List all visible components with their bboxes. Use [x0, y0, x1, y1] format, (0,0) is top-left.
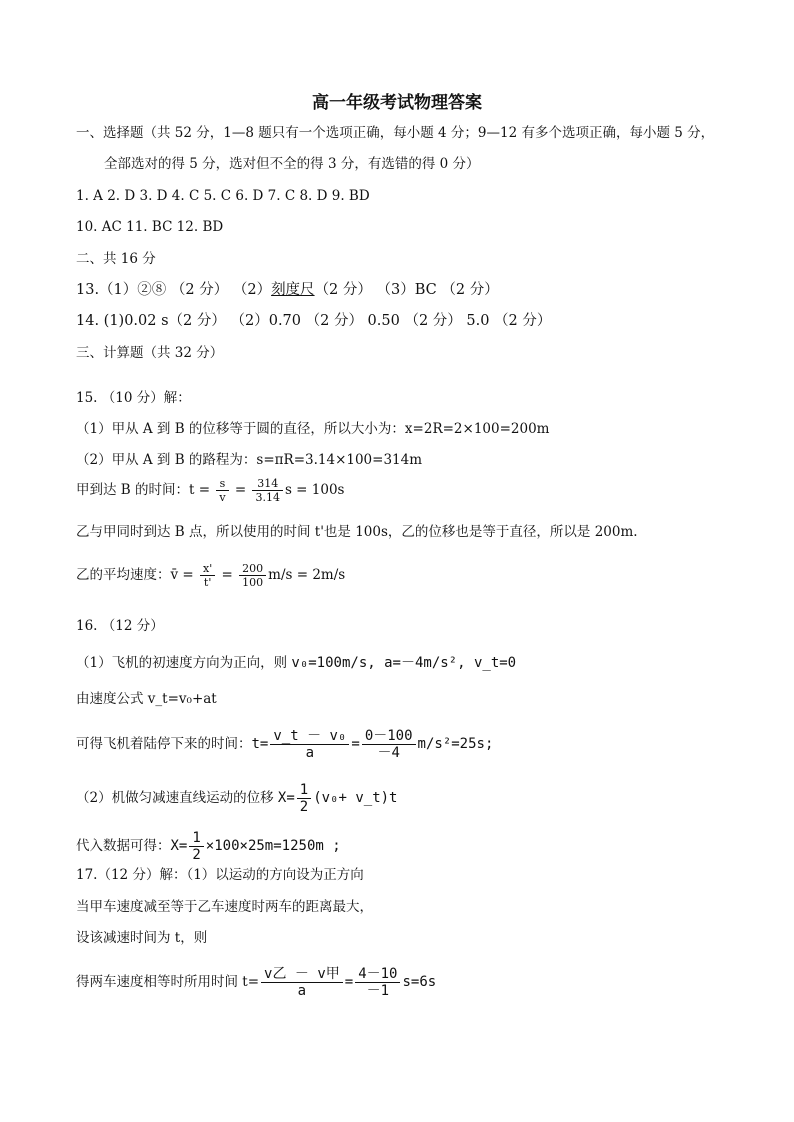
q17-line1: 当甲车速度减至等于乙车速度时两车的距离最大，	[76, 899, 373, 915]
fraction-one-half-2: $\frac{1}{2}$	[189, 830, 203, 863]
q15-line1: （1）甲从 A 到 B 的位移等于圆的直径，所以大小为：x=2R=2×100=200m	[76, 421, 550, 437]
q13-answer	[76, 281, 499, 299]
choice-answers-1: 1. A 2. D 3. D 4. C 5. C 6. D 7. C 8. D 9. BD	[76, 188, 370, 204]
page-title: 高一年级考试物理答案	[312, 93, 482, 113]
q14-answer: 14. (1)0.02 s（2 分） （2）0.70 （2 分） 0.50 （2 分） 5.0 （2 分）	[76, 313, 552, 329]
q17-line3: 得两车速度相等时所用时间 t= $\frac{\text{v乙 － v甲}}{a}$ = $\frac{4-10}{-1}$ s=6s	[76, 966, 437, 999]
q16-initial-values: v₀=100m/s, a=－4m/s², v_t=0	[291, 655, 517, 671]
q15-avg-velocity-label: 乙的平均速度：v̄ =	[76, 567, 199, 583]
fraction-x-over-t: $\frac{x'}{t'}$	[200, 562, 215, 589]
q15-line5: 乙的平均速度：v̄ = $\frac{x'}{t'}$ = $\frac{200}{100}$ m/s = 2m/s	[76, 562, 346, 589]
q15-line3: 甲到达 B 的时间：t = $\frac{s}{v}$ = $\frac{314}{3.14}$ s = 100s	[76, 477, 345, 504]
q15-head: 15. （10 分）解：	[76, 390, 191, 406]
q13-text-b: （2 分） （3）BC （2 分）	[314, 282, 499, 298]
q16-line1: （1）飞机的初速度方向为正向，则 v₀=100m/s, a=－4m/s², v_t=0	[76, 655, 517, 671]
q16-line4: （2）机做匀减速直线运动的位移 X= $\frac{1}{2}$ (v₀+ v_t)t	[76, 782, 398, 815]
q16-line2: 由速度公式 v_t=v₀+at	[76, 691, 217, 707]
fraction-s-over-v: $\frac{s}{v}$	[216, 477, 228, 504]
q15-time-label: 甲到达 B 的时间：t =	[76, 482, 215, 498]
section3-heading: 三、计算题（共 32 分）	[76, 345, 224, 361]
q13-text-a: 13.（1）②⑧ （2 分） （2）	[76, 282, 272, 298]
section1-heading-cont: 全部选对的得 5 分，选对但不全的得 3 分，有选错的得 0 分）	[104, 156, 480, 172]
fraction-314-over-3.14: $\frac{314}{3.14}$	[252, 477, 283, 504]
fraction-v-diff-over-a: $\frac{\text{v乙 － v甲}}{a}$	[261, 966, 343, 999]
fraction-200-over-100: $\frac{200}{100}$	[239, 562, 266, 589]
q15-line4: 乙与甲同时到达 B 点，所以使用的时间 t'也是 100s，乙的位移也是等于直径，所以是 200m.	[76, 524, 638, 540]
section1-heading: 一、选择题（共 52 分，1—8 题只有一个选项正确，每小题 4 分；9—12 有多个选项正确，每小题 5 分，	[76, 125, 715, 141]
q17-head: 17.（12 分）解：（1）以运动的方向设为正方向	[76, 867, 364, 883]
q17-line2: 设该减速时间为 t，则	[76, 930, 208, 946]
q13-underlined: 刻度尺	[271, 282, 315, 298]
fraction-one-half: $\frac{1}{2}$	[297, 782, 311, 815]
section2-heading: 二、共 16 分	[76, 251, 156, 267]
q16-line5: 代入数据可得：X= $\frac{1}{2}$ ×100×25m=1250m ;	[76, 830, 341, 863]
choice-answers-2: 10. AC 11. BC 12. BD	[76, 219, 224, 235]
fraction-vt-minus-v0-over-a: $\frac{\text{v\_t － v₀}}{a}$	[270, 728, 349, 761]
q15-line2: （2）甲从 A 到 B 的路程为：s=πR=3.14×100=314m	[76, 452, 423, 468]
fraction-4-minus-10-over-minus1: $\frac{4-10}{-1}$	[355, 966, 400, 999]
fraction-0-minus-100-over-minus4: $\frac{0-100}{-4}$	[362, 728, 416, 761]
q16-head: 16. （12 分）	[76, 618, 164, 634]
q16-line3: 可得飞机着陆停下来的时间：t= $\frac{\text{v\_t － v₀}}{a}$ = $\frac{0-100}{-4}$ m/s²=25s;	[76, 728, 494, 761]
